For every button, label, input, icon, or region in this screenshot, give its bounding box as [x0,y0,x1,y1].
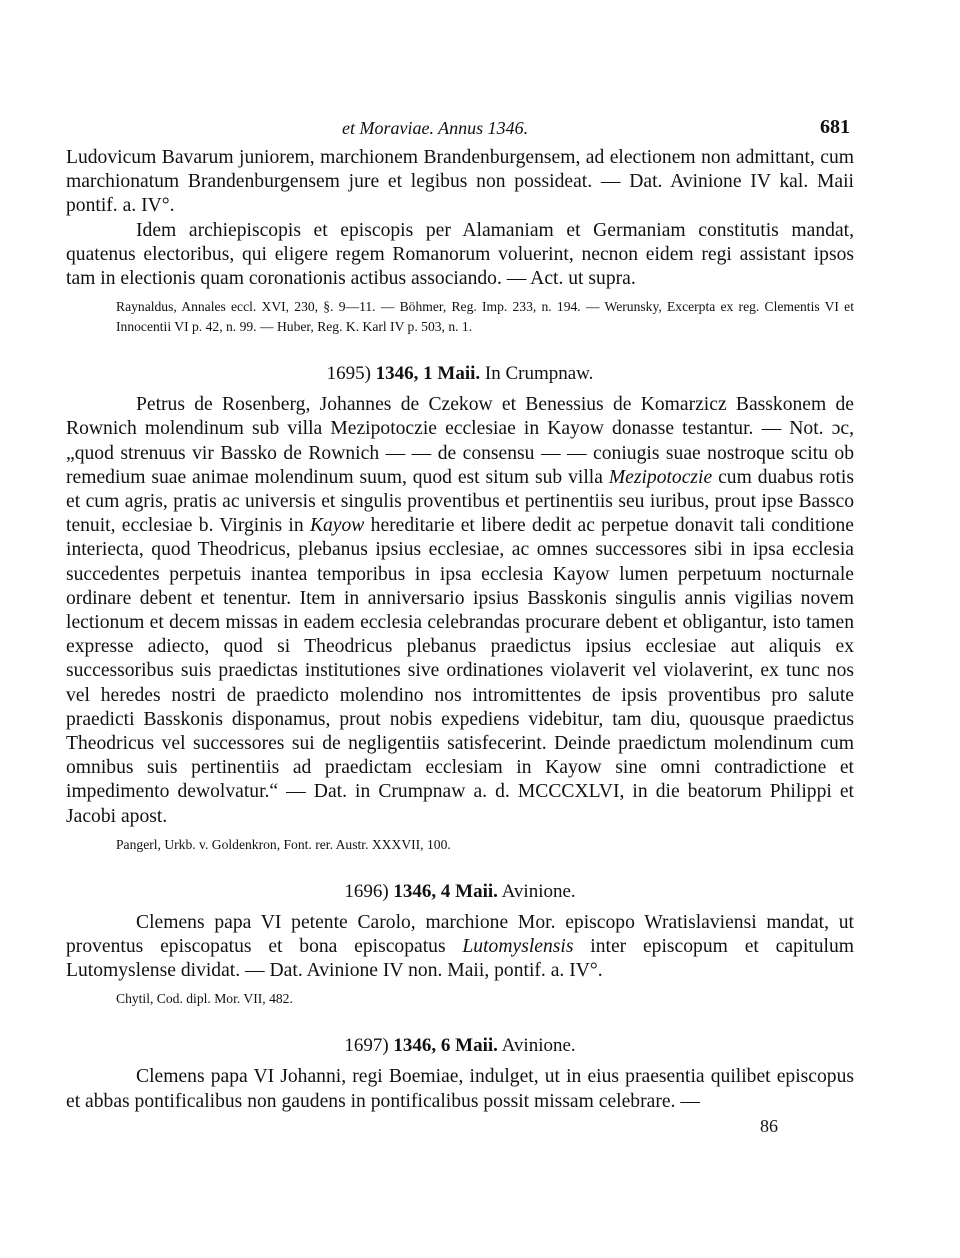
entry-place: In Crumpnaw. [484,363,594,385]
entry-text-part: inter episcopum et capitulum Lutomyslense dividat. — Dat. Avinione IV non. Maii, pontif. a. IV°. [66,936,854,982]
document-page [66,112,854,1137]
signature-mark: 86 [760,1115,778,1136]
entry-text-part: Clemens papa VI petente Carolo, marchione Mor. episcopo Wratislaviensi mandat, ut proventus episcopatus et bona episcopatus [66,911,854,958]
entry-text-part: hereditarie et libere dedit ac perpetue donavit tali conditione interiecta, quod Theodricus, plebanus ipsius ecclesiae, ac omnes successores sibi in ipsa ecclesia succedentes perpetuis inantea temporibus in ipsa ecclesia Kayow lumen perpetuum nocturnale ordinare debent et tenentur. Item in anniversario ipsius Basskonis singulis annis vigilias novem lectionum et decem missas in eadem ecclesia celebrandas procurare debent et obligantur, isto tamen expresse adiecto, quod si Theodricus plebanus praedictus ipsius ecclesiae aut aliquis ex successoribus suis praedictas institutiones sive ordinationes violaverit vel violaverint, ex tunc nos vel heredes nostri de praedicto molendino nos intromittentes de ipsis proventibus pro salute praedicti Basskonis disponamus, prout nobis expediens videbitur, tam diu, quousque praedictus Theodricus vel successores sui de negligentiis satisfecerint. Deinde praedictum molendinum cum omnibus suis pertinentiis ad praedictam ecclesiam in Kayow sine omni contradictione et impedimento dewolvatur.“ — Dat. in Crumpnaw a. d. MCCCXLVI, in die beatorum Philippi et Jacobi apost. [66,515,854,827]
entry-date: 1346, 4 Maii. [393,880,498,902]
entry-place: Avinione. [501,1035,576,1057]
entry-number: 1695) [326,363,371,385]
entry-number: 1697) [344,1035,389,1057]
carryover-paragraph-2: Idem archiepiscopis et episcopis per Alamaniam et Germaniam constitutis mandat, quatenus electoribus, qui eligere regem Romanorum voluerint, necnon eidem regi assistant ipsos tam in electionis quam coronationis actibus associando. — Act. ut supra. [66,219,854,290]
entry-number: 1696) [344,880,389,902]
entry-heading [66,363,854,385]
entry-text-italic: Kayow [309,515,365,537]
entry-text-italic: Lutomyslensis [462,936,574,958]
source-citation: Raynaldus, Annales eccl. XVI, 230, §. 9—11. — Böhmer, Reg. Imp. 233, n. 194. — Werunsky, Excerpta ex reg. Clementis VI et Innocentii VI p. 42, n. 99. — Huber, Reg. K. Karl IV p. 503, n. 1. [116,299,854,335]
source-citation: Pangerl, Urkb. v. Goldenkron, Font. rer. Austr. XXXVII, 100. [116,836,451,852]
page-number: 681 [820,116,850,138]
entry-text [66,393,854,829]
entry-heading [66,881,854,903]
entry-text-italic: Mezipotoczie [608,466,713,488]
source-citation: Chytil, Cod. dipl. Mor. VII, 482. [116,991,293,1007]
entry-text [66,911,854,984]
entry-heading [66,1035,854,1057]
entry-text-part: cum duabus rotis et cum agris, pratis ac universis et singulis proventibus et pertinentiis seu iuribus, prout ipse Bassco tenuit, ecclesiae b. Virginis in [66,466,854,537]
carryover-paragraph: Ludovicum Bavarum juniorem, marchionem Brandenburgensem, ad electionem non admittant, cum marchionatum Brandenburgensem jure et legibus non possideat. — Dat. Avinione IV kal. Maii pontif. a. IV°. [66,147,854,217]
running-title: et Moraviae. Annus 1346. [342,118,529,138]
entry-date: 1346, 1 Maii. [375,363,481,385]
entry-text-part: Petrus de Rosenberg, Johannes de Czekow et Benessius de Komarzicz Basskonem de Rownich molendinum sub villa Mezipotoczie ecclesiae in Kayow donasse testantur. — Not. ɔc, „quod strenuus vir Bassko de Rownich — — de consensu — — coniugis suae nostroque scitu ob remedium suae animae molendinum suum, quod est situm sub villa [66,394,854,488]
entry-place: Avinione. [501,880,576,902]
entry-text: Clemens papa VI Johanni, regi Boemiae, indulget, ut in eius praesentia quilibet episcopus et abbas pontificalibus non gaudens in pontificalibus possit missam celebrare. — [66,1066,854,1112]
page-header [66,112,854,146]
entry-date: 1346, 6 Maii. [393,1035,498,1057]
